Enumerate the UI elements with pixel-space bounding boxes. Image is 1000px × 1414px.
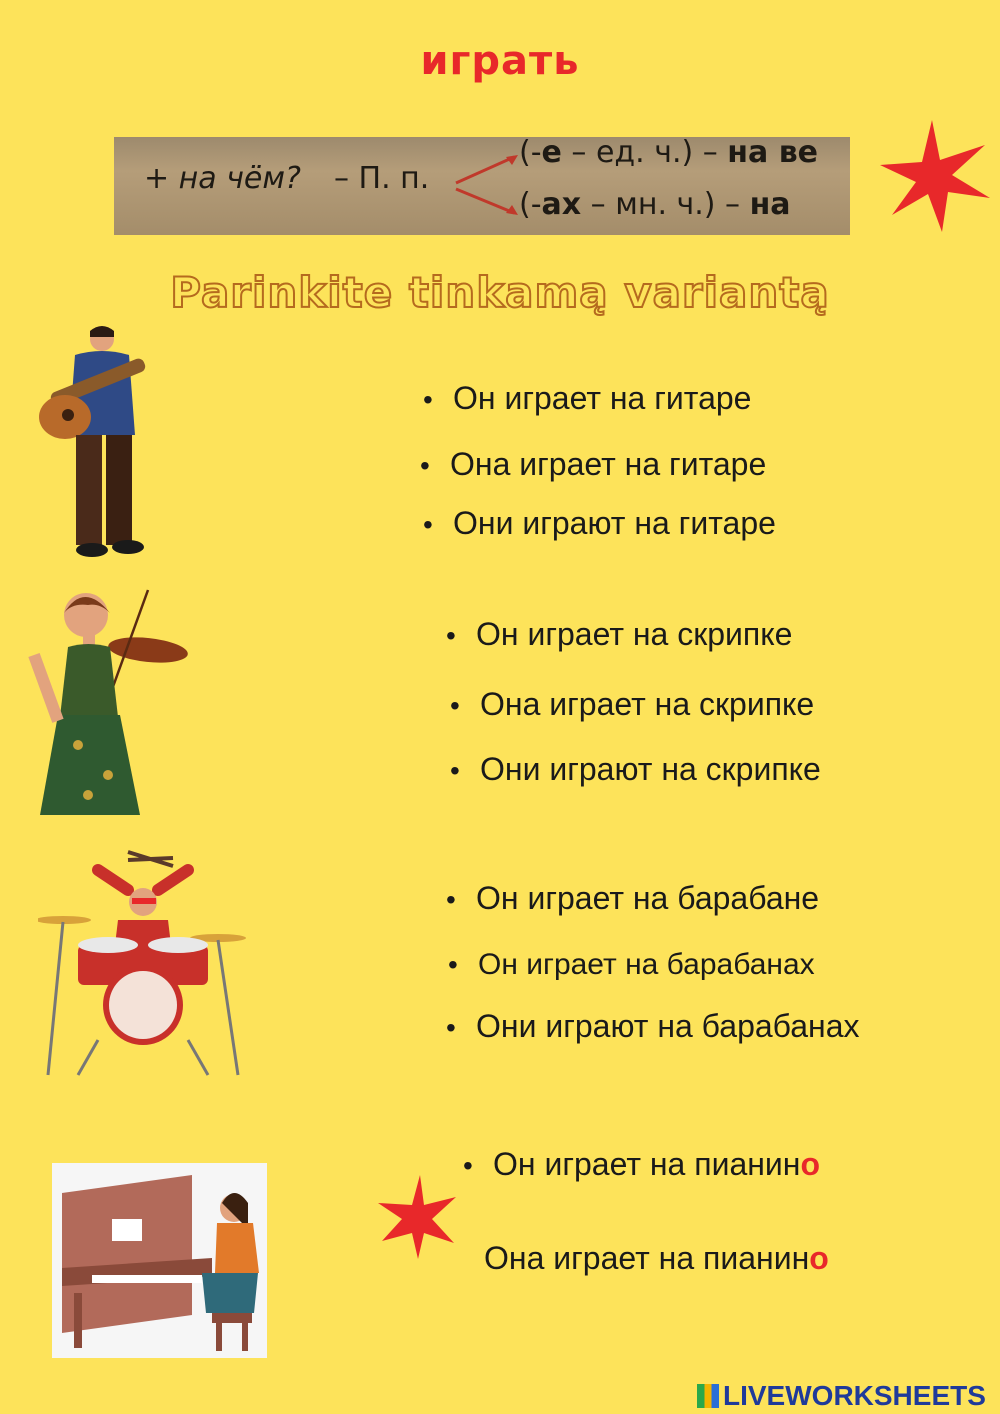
option-guitar-they[interactable]: • Они играют на гитаре bbox=[423, 505, 776, 541]
red-star-icon bbox=[378, 1175, 458, 1260]
page-title: играть bbox=[420, 38, 580, 84]
arrows-icon bbox=[452, 149, 522, 219]
grammar-rule-card bbox=[114, 137, 850, 235]
option-guitar-he[interactable]: • Он играет на гитаре bbox=[423, 380, 752, 416]
piano-player-image bbox=[52, 1163, 267, 1358]
guitar-player-image bbox=[30, 325, 165, 560]
instruction-heading: Parinkite tinkamą variantą bbox=[170, 268, 830, 317]
option-drum-they[interactable]: • Они играют на барабанах bbox=[446, 1008, 860, 1044]
option-drum-he-singular[interactable]: • Он играет на барабане bbox=[446, 880, 820, 916]
liveworksheets-logo: LIVEWORKSHEETS bbox=[697, 1380, 986, 1412]
option-violin-they[interactable]: • Они играют на скрипке bbox=[450, 751, 821, 787]
rule-plural: (-ах – мн. ч.) – на bbox=[519, 187, 791, 222]
rule-question: + на чём? bbox=[144, 161, 301, 196]
red-star-icon bbox=[880, 120, 990, 235]
rule-case: – П. п. bbox=[334, 161, 430, 196]
piano-sentence-he: • Он играет на пианино bbox=[463, 1146, 820, 1182]
option-violin-he[interactable]: • Он играет на скрипке bbox=[446, 616, 793, 652]
option-violin-she[interactable]: • Она играет на скрипке bbox=[450, 686, 815, 722]
drummer-image bbox=[38, 850, 248, 1085]
violin-player-image bbox=[28, 585, 193, 825]
piano-sentence-she: Она играет на пианино bbox=[484, 1240, 829, 1276]
rule-singular: (-е – ед. ч.) – на ве bbox=[519, 137, 819, 170]
option-guitar-she[interactable]: • Она играет на гитаре bbox=[420, 446, 767, 482]
logo-mark-icon bbox=[697, 1384, 719, 1408]
option-drum-he-plural[interactable]: • Он играет на барабанах bbox=[448, 948, 815, 981]
